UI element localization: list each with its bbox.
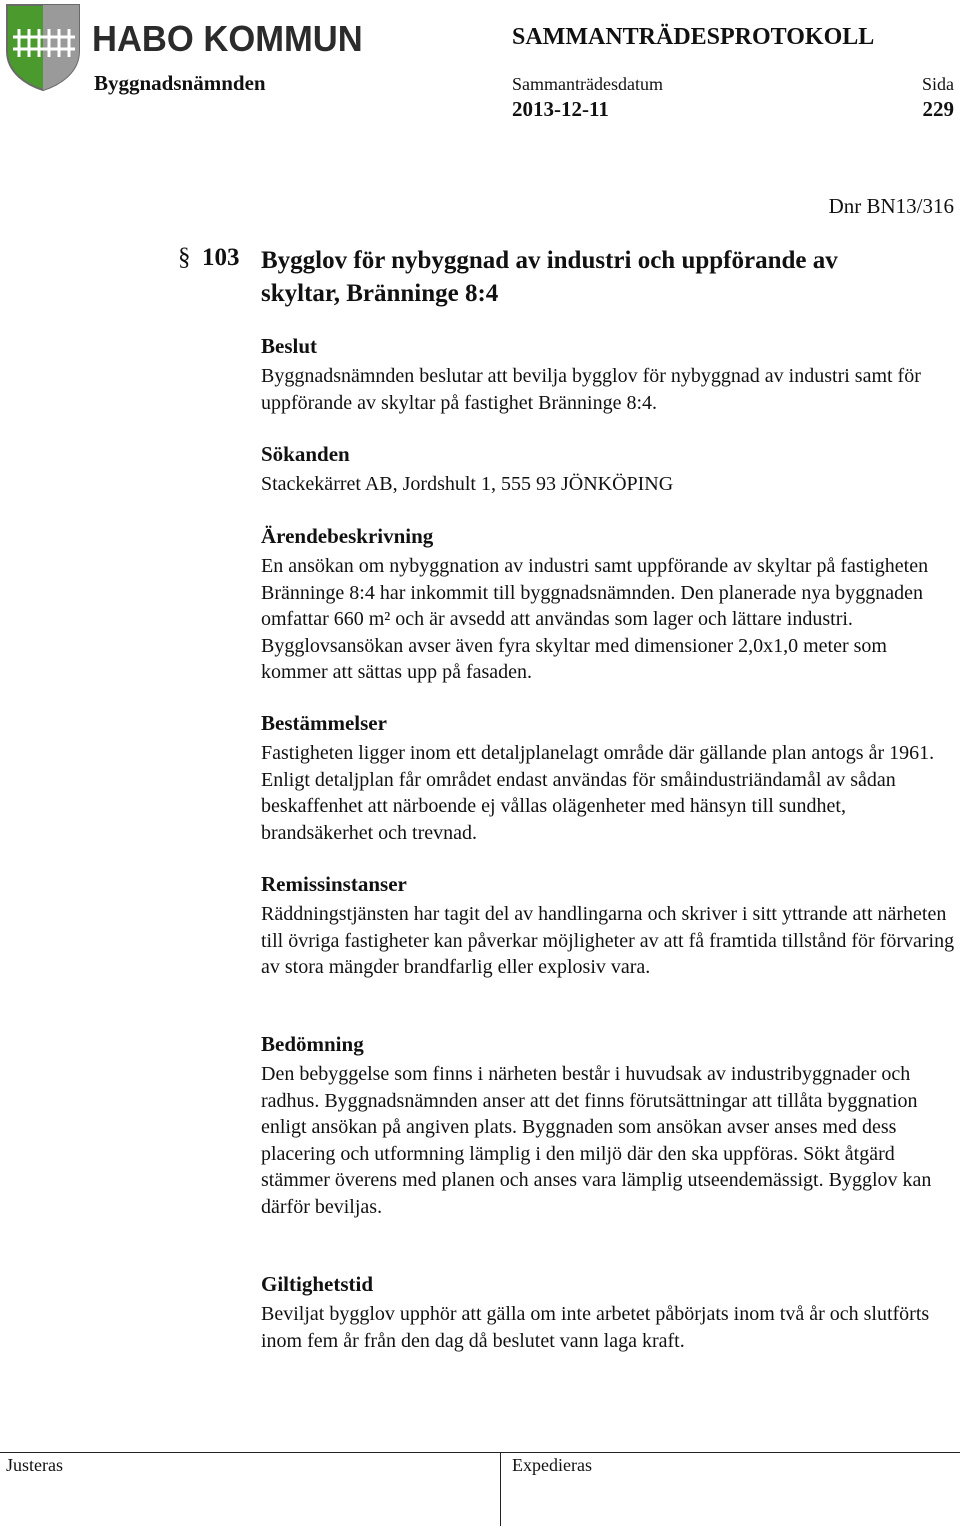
board-name: Byggnadsnämnden [94,71,266,95]
footer-divider [500,1452,501,1526]
section-text: Beviljat bygglov upphör att gälla om inte arbetet påbörjats inom två år och slutförts inom fem år från den dag då beslutet vann laga kraft. [261,1303,930,1352]
section-text: Stackekärret AB, Jordshult 1, 555 93 JÖNKÖPING [261,473,674,495]
section-text: Den bebyggelse som finns i närheten består i huvudsak av industribyggnader och radhus. Byggnadsnämnden anser att det finns förutsättningar att tillåta byggnation enligt ansökan på angiven plats. Byggnaden som ansökan avser anses med dess placering och utformning lämplig i den miljö där den ska uppföras. Sökt åtgärd stämmer överens med planen och anses vara lämplig utseendemässigt. Bygglov kan därför beviljas. [261,1063,932,1218]
section-beslut [261,333,956,416]
habo-kommun-shield-icon [5,3,81,91]
meeting-date-label: Sammanträdesdatum [512,74,663,94]
section-heading: Sökanden [261,442,350,466]
section-giltighetstid [261,1271,956,1354]
case-number: Dnr BN13/316 [828,194,954,218]
section-bestammelser [261,710,956,846]
item-title: Bygglov för nybyggnad av industri och uppförande av skyltar, Bränninge 8:4 [261,247,838,307]
section-heading: Beslut [261,334,318,358]
section-heading: Remissinstanser [261,872,407,896]
paragraph-number: 103 [202,244,240,271]
expedieras-label: Expedieras [512,1455,592,1475]
section-heading: Giltighetstid [261,1272,374,1296]
section-heading: Bestämmelser [261,711,387,735]
meeting-date-value: 2013-12-11 [512,97,609,121]
section-remissinstanser [261,871,956,981]
section-text: En ansökan om nybyggnation av industri samt uppförande av skyltar på fastigheten Bränninge 8:4 har inkommit till byggnadsnämnden. Den planerade nya byggnaden omfattar 660 m² och är avsedd att användas som lager och lättare industri. Bygglovsansökan avser även fyra skyltar med dimensioner 2,0x1,0 meter som kommer att sättas upp på fasaden. [261,555,929,683]
section-arendebeskrivning [261,523,956,686]
section-heading: Ärendebeskrivning [261,524,434,548]
justeras-label: Justeras [6,1455,63,1475]
document-title: SAMMANTRÄDESPROTOKOLL [512,24,875,50]
page-number: 229 [922,97,954,121]
section-heading: Bedömning [261,1032,364,1056]
section-text: Fastigheten ligger inom ett detaljplanelagt område där gällande plan antogs år 1961. Enligt detaljplan får området endast användas för småindustriändamål av sådan beskaffenhet att närboende ej vållas olägenheter med hänsyn till sundhet, brandsäkerhet och trevnad. [261,742,935,844]
section-bedomning [261,1031,956,1220]
page-label: Sida [921,74,954,94]
section-sokanden [261,441,956,498]
section-text: Räddningstjänsten har tagit del av handlingarna och skriver i sitt yttrande att närheten till övriga fastigheter kan påverkar möjligheter av att få framtida tillstånd för förvaring av stora mängder brandfarlig eller explosiv vara. [261,903,955,978]
paragraph-sign: § [178,244,191,271]
footer-rule [0,1452,960,1453]
organization-name: HABO KOMMUN [92,18,363,59]
section-text: Byggnadsnämnden beslutar att bevilja bygglov för nybyggnad av industri samt för uppförande av skyltar på fastighet Bränninge 8:4. [261,365,921,414]
